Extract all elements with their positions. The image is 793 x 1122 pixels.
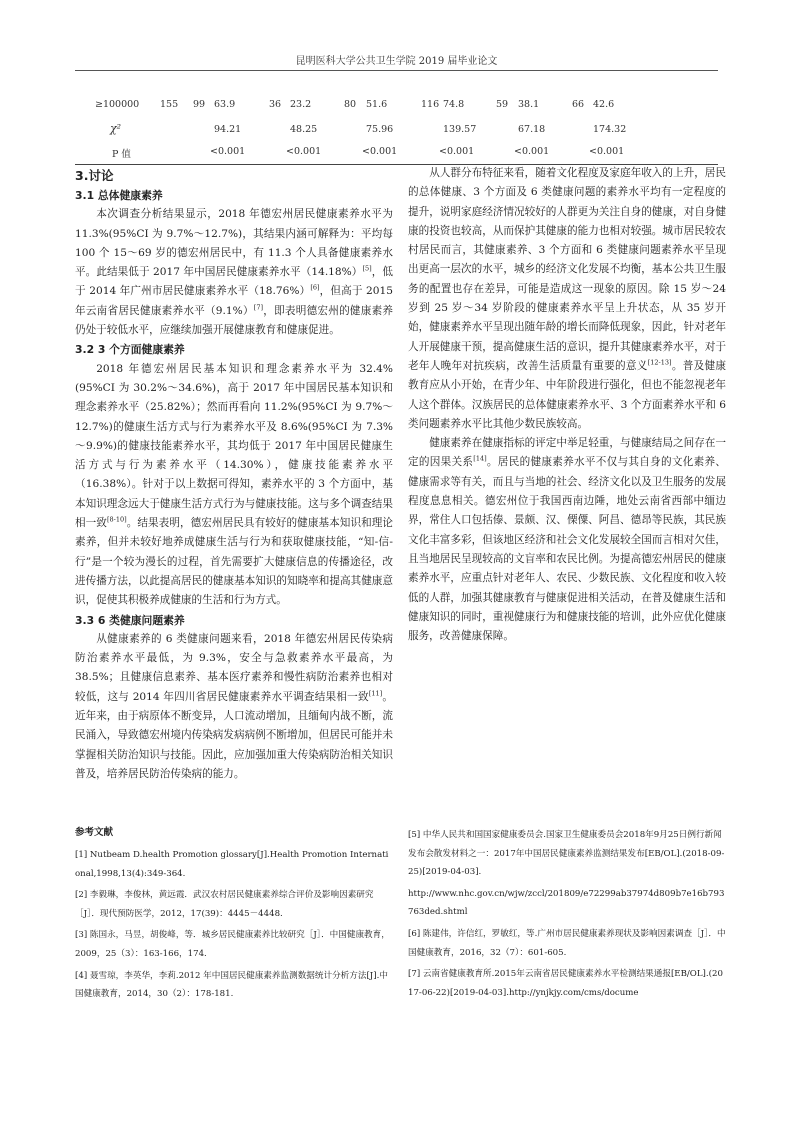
paragraph: 健康素养在健康指标的评定中举足轻重，与健康结局之间存在一定的因果关系[14]。居民的健康素养水平不仅与其自身的文化素养、健康需求等有关，而且与当地的社会、经济文化以及卫生服务的发展程度息息相关。德宏州位于我国西南边陲，地处云南省西部中缅边界，常住人口包括傣、景颇、汉、傈僳、阿昌、德昂等民族，其民族文化丰富多彩，但该地区经济和社会文化发展较全国而言相对欠佳，且当地居民呈现较高的文盲率和农民比例。为提高德宏州居民的健康素养水平，应重点针对老年人、农民、少数民族、文化程度和收入较低的人群，加强其健康教育与健康促进相关活动，在普及健康生活和健康知识的同时，重视健康行为和健康技能的培训，此外应优化健康服务，改善健康保障。 bbox=[408, 437, 727, 643]
section-title: 3.讨论 bbox=[75, 168, 114, 183]
table-cell: <0.001 bbox=[589, 146, 625, 157]
table-cell: 66 bbox=[572, 99, 585, 110]
table-cell: 38.1 bbox=[518, 99, 540, 110]
reference-url: http://www.nhc.gov.cn/wjw/zccl/201809/e72299ab37974d809b7e16b793763ded.shtml bbox=[408, 888, 725, 918]
table-cell: <0.001 bbox=[210, 146, 246, 157]
paragraph: 本次调查分析结果显示，2018 年德宏州居民健康素养水平为 11.3%(95%CI 为 9.7%～12.7%)，其结果内涵可解释为：平均每 100 个 15～69 岁的德宏州居民中，有 11.3 个人具备健康素养水平。此结果低于 2017 年中国居民健康素养水平（14.18%）[5]，低于 2014 年广州市居民健康素养水平（18.76%）[6]，但高于 2015 年云南省居民健康素养水平（9.1%）[7]，即表明德宏州的健康素养仍处于较低水平，应继续加强开展健康教育和健康促进。 bbox=[75, 208, 394, 337]
table-cell: 67.18 bbox=[518, 124, 546, 135]
table-row-label: ≥100000 bbox=[95, 99, 140, 110]
table-cell: 42.6 bbox=[593, 99, 615, 110]
reference-item: [5] 中华人民共和国国家健康委员会.国家卫生健康委员会2018年9月25日例行新闻发布会散发材料之一：2017年中国居民健康素养监测结果发布[EB/OL].(2018-09-25)[2019-04-03]. bbox=[408, 830, 725, 878]
table-cell: 23.2 bbox=[290, 99, 312, 110]
table-cell: 59 bbox=[496, 99, 509, 110]
references-left bbox=[75, 826, 393, 1007]
paragraph: 从人群分布特征来看，随着文化程度及家庭年收入的上升，居民的总体健康、3 个方面及 6 类健康问题的素养水平均有一定程度的提升，说明家庭经济情况较好的人群更为关注自身的健康，对自身健康的投资也较高，从而保护其健康的能力也相对较强。城市居民较农村居民而言，其健康素养、3 个方面和 6 类健康问题素养水平呈现出更高一层次的水平，城乡的经济文化发展不均衡，基本公共卫生服务的配置也存在差异，可能是造成这一现象的原因。除 15 岁～24 岁到 25 岁～34 岁阶段的健康素养水平呈上升状态，从 35 岁开始，健康素养水平呈现出随年龄的增长而降低现象，因此，针对老年人开展健康干预，提高健康生活的意识，提升其健康素养水平，对于老年人晚年对抗疾病，改善生活质量有重要的意义[12-13]。普及健康教育应从小开始，在青少年、中年阶段进行强化，但也不能忽视老年人这个群体。汉族居民的总体健康素养水平、3 个方面素养水平和 6 类问题素养水平比其他少数民族较高。 bbox=[408, 167, 727, 430]
right-column bbox=[408, 164, 726, 646]
table-cell: 51.6 bbox=[366, 99, 388, 110]
paragraph: 从健康素养的 6 类健康问题来看，2018 年德宏州居民传染病防治素养水平最低，为 9.3%，安全与急救素养水平最高，为 38.5%；且健康信息素养、基本医疗素养和慢性病防治素养也相对较低，这与 2014 年四川省居民健康素养水平调查结果相一致[11]。近年来，由于病原体不断变异，人口流动增加，且缅甸内战不断，流民涌入，导致德宏州境内传染病发病病例不断增加，但居民可能并未掌握相关防治知识与技能。因此，应加强加重大传染病防治相关知识普及，培养居民防治传染病的能力。 bbox=[75, 632, 393, 780]
table-cell: 36 bbox=[269, 99, 282, 110]
table-cell: 174.32 bbox=[593, 124, 627, 135]
citation: [8-10] bbox=[106, 515, 127, 524]
citation: [11] bbox=[368, 689, 383, 698]
table-cell: <0.001 bbox=[514, 146, 550, 157]
table-cell: 75.96 bbox=[366, 124, 394, 135]
reference-item: [2] 李毅琳，李俊林，黄远霞．武汉农村居民健康素养综合评价及影响因素研究［J］．现代预防医学，2012，17(39)：4445－4448. bbox=[75, 890, 374, 919]
results-table-fragment bbox=[0, 0, 793, 165]
subsection-title: 3.3 6 类健康问题素养 bbox=[75, 613, 185, 627]
table-cell: 80 bbox=[344, 99, 357, 110]
reference-item: [6] 陈建伟，许信红，罗敏红，等.广州市居民健康素养现状及影响因素调查［J］．中国健康教育，2016，32（7）：601-605. bbox=[408, 928, 726, 958]
table-cell: 99 bbox=[193, 99, 206, 110]
table-cell: 48.25 bbox=[290, 124, 318, 135]
table-cell: <0.001 bbox=[286, 146, 322, 157]
table-cell: 94.21 bbox=[214, 124, 242, 135]
reference-item: [7] 云南省健康教育所.2015年云南省居民健康素养水平检测结果通报[EB/OL].(2017-06-22)[2019-04-03].http://ynjkjy.com/cms/docume bbox=[408, 969, 723, 998]
subsection-title: 3.2 3 个方面健康素养 bbox=[75, 343, 185, 357]
citation: [12-13] bbox=[647, 358, 672, 367]
table-row-label: P 值 bbox=[112, 149, 131, 160]
citation: [14] bbox=[473, 454, 487, 463]
paragraph: 2018 年德宏州居民基本知识和理念素养水平为 32.4%(95%CI 为 30.2%～34.6%)，高于 2017 年中国居民基本知识和理念素养水平（25.82%）；然而再看向 11.2%(95%CI 为 9.7%～12.7%)的健康生活方式与行为素养水平及 8.6%(95%CI 为 7.3%～9.9%)的健康技能素养水平，其均低于 2017 年中国居民健康生活方式与行为素养水平（14.30%），健康技能素养水平（16.38%）。针对于以上数据可得知，素养水平的 3 个方面中，基本知识理念远大于健康生活方式行为与健康技能。这与多个调查结果相一致[8-10]。结果表明，德宏州居民具有较好的健康基本知识和理论素养，但并未较好地养成健康生活与行为和获取健康技能，“知-信-行”是一个较为漫长的过程，首先需要扩大健康信息的传播途径，改进传播方法，以此提高居民的健康基本知识的知晓率和提高其健康意识，促使其积极养成健康的生活和行为方式。 bbox=[75, 362, 394, 607]
table-row-label: χ² bbox=[110, 122, 122, 135]
subsection-title: 3.1 总体健康素养 bbox=[75, 189, 163, 202]
table-cell: <0.001 bbox=[439, 146, 475, 157]
citation: [5] bbox=[362, 264, 372, 273]
table-cell: 74.8 bbox=[443, 99, 465, 110]
table-cell: <0.001 bbox=[362, 146, 398, 157]
table-cell: 116 bbox=[421, 99, 440, 110]
references-right bbox=[408, 826, 726, 1005]
running-header: 昆明医科大学公共卫生学院 2019 届毕业论文 bbox=[295, 56, 498, 67]
citation: [7] bbox=[253, 303, 264, 312]
reference-item: [4] 聂雪琼，李英华，李莉.2012 年中国居民健康素养监测数据统计分析方法[J].中国健康教育，2014，30（2）：178-181. bbox=[75, 970, 388, 1000]
reference-item: [3] 陈国永，马昱，胡俊峰，等．城乡居民健康素养比较研究［J］．中国健康教育，2009，25（3）：163-166，174. bbox=[75, 930, 390, 959]
references-title: 参考文献 bbox=[75, 827, 114, 838]
table-cell: 63.9 bbox=[214, 99, 236, 110]
left-column bbox=[75, 164, 393, 784]
reference-item: [1] Nutbeam D.health Promotion glossary[J].Health Promotion International,1998,13(4):349-364. bbox=[75, 850, 389, 879]
table-cell: 139.57 bbox=[443, 124, 477, 135]
citation: [6] bbox=[310, 283, 320, 292]
table-cell: 155 bbox=[160, 99, 179, 110]
